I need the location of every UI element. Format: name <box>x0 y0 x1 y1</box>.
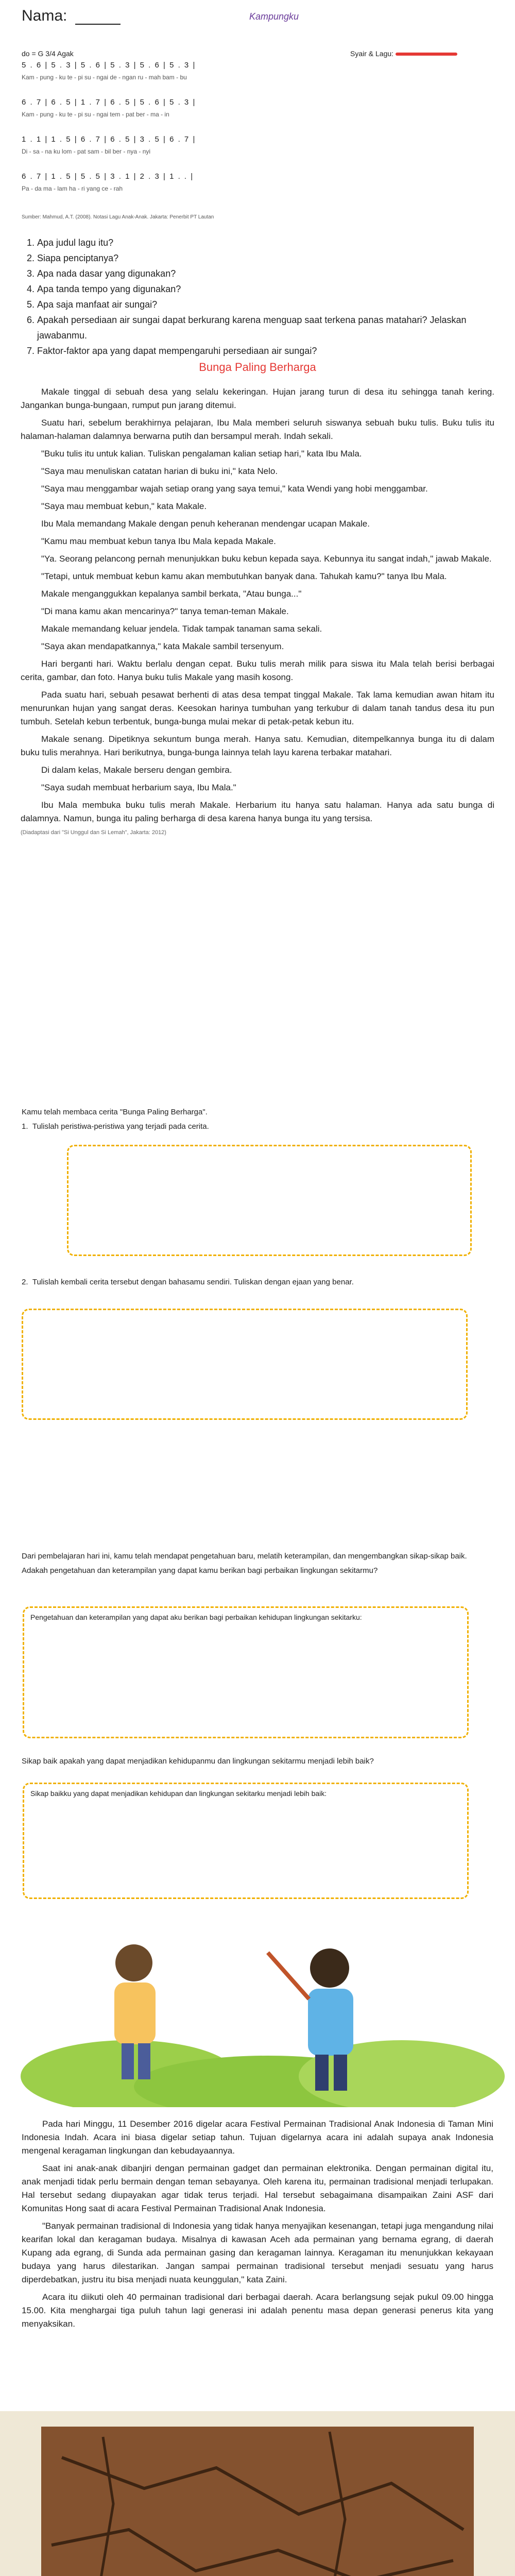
article <box>0 2117 515 2335</box>
reflect-question: Adakah pengetahuan dan keterampilan yang dapat kamu berikan bagi perbaikan lingkungan sekitarmu? <box>22 1566 378 1575</box>
task-q2: 2. Tulislah kembali cerita tersebut dengan bahasamu sendiri. Tuliskan dengan ejaan yang benar. <box>22 1278 354 1286</box>
reflect-section <box>0 1551 515 1906</box>
question-item: 5. Apa saja manfaat air sungai? <box>37 297 490 312</box>
name-label: Nama: <box>22 7 67 24</box>
story-title: Bunga Paling Berharga <box>199 361 316 374</box>
song-meta: do = G 3/4 Agak <box>22 49 74 58</box>
name-field[interactable] <box>75 24 121 25</box>
story-paragraph: "Saya mau menggambar wajah setiap orang yang saya temui," kata Wendi yang hobi menggambar. <box>41 484 428 494</box>
story-paragraph: Pada suatu hari, sebuah pesawat berhenti di atas desa tempat tinggal Makale. Tak lama kemudian awan hitam itu menurunkan hujan yang sangat deras. Keesokan harinya tumbuhan yang terkubur di dalam tanah tandus desa itu pun tumbuh. Setelah kebun terbentuk, bunga-bunga mulai mekar di petak-petak kebun itu. <box>21 690 494 726</box>
story-paragraph: "Saya sudah membuat herbarium saya, Ibu Mala." <box>41 783 236 792</box>
observe-panel <box>0 2411 515 2576</box>
song-row: 5 . 6 | 5 . 3 | 5 . 6 | 5 . 3 | 5 . 6 | 5 . 3 | Kam - pung - ku te - pi su - ngai de - ngan ru - mah bam - bu <box>22 61 196 81</box>
story-paragraph: "Buku tulis itu untuk kalian. Tuliskan pengalaman kalian setiap hari," kata Ibu Mala. <box>41 449 362 459</box>
story-paragraph: Di dalam kelas, Makale berseru dengan gembira. <box>41 765 232 775</box>
children-playing-illustration <box>0 1922 515 2107</box>
question-item: 6. Apakah persediaan air sungai dapat berkurang karena menguap saat terkena panas matahari? Jelaskan jawabanmu. <box>37 312 490 343</box>
story-paragraph: "Saya mau menuliskan catatan harian di buku ini," kata Nelo. <box>41 466 278 476</box>
story-paragraph: Ibu Mala memandang Makale dengan penuh keheranan mendengar ucapan Makale. <box>41 519 370 529</box>
story-paragraph: "Saya mau membuat kebun," kata Makale. <box>41 501 207 511</box>
story-paragraph: Makale memandang keluar jendela. Tidak tampak tanaman sama sekali. <box>41 624 322 634</box>
article-body <box>22 2117 493 2331</box>
question-item: 7. Faktor-faktor apa yang dapat mempengaruhi persediaan air sungai? <box>37 343 490 359</box>
song-row: 1 . 1 | 1 . 5 | 6 . 7 | 6 . 5 | 3 . 5 | 6 . 7 | Di - sa - na ku lom - pat sam - bil ber - nya - nyi <box>22 135 196 155</box>
task-intro: Kamu telah membaca cerita "Bunga Paling Berharga". <box>22 1108 208 1116</box>
story-paragraph: "Kamu mau membuat kebun tanya Ibu Mala kepada Makale. <box>41 536 276 546</box>
story-paragraph: "Saya akan mendapatkannya," kata Makale sambil tersenyum. <box>41 641 284 651</box>
question-item: 3. Apa nada dasar yang digunakan? <box>37 266 490 281</box>
task-q1: 1. Tulislah peristiwa-peristiwa yang terjadi pada cerita. <box>22 1122 209 1131</box>
article-paragraph: "Banyak permainan tradisional di Indonesia yang tidak hanya menyajikan kesenangan, tetapi juga mengandung nilai kearifan lokal dan keragaman budaya. Misalnya di kawasan Aceh ada permainan yang bernama egrang, di daerah Kupang ada egrang, di Sunda ada permainan gasing dan keragaman lainnya. Keragaman itu menunjukkan kekayaan budaya yang harus dilestarikan. Jangan sampai permainan tradisional tersebut menjadi sesuatu yang harus diperdebatkan, justru itu bisa menjadi nuata keunggulan," kata Zaini. <box>22 2221 493 2284</box>
story-paragraph: "Ya. Seorang pelancong pernah menunjukkan buku kebun kepada saya. Kebunnya itu sangat indah," jawab Makale. <box>41 554 492 564</box>
question-item: 1. Apa judul lagu itu? <box>37 235 490 250</box>
story-paragraph: Makale senang. Dipetiknya sekuntum bunga merah. Hanya satu. Kemudian, ditempelkannya bunga itu di dalam buku tulis merahnya. Hari berikutnya, bunga-bunga lainnya telah layu karena terbakar matahari. <box>21 734 494 757</box>
attitude-question: Sikap baik apakah yang dapat menjadikan kehidupanmu dan lingkungan sekitarmu menjadi lebih baik? <box>22 1757 374 1766</box>
song-rows <box>22 61 493 209</box>
task-section <box>0 1108 515 1530</box>
song-source: Sumber: Mahmud, A.T. (2008). Notasi Lagu Anak-Anak. Jakarta: Penerbit PT Lautan <box>22 214 214 220</box>
story <box>0 361 515 836</box>
answer-box-3[interactable]: Pengetahuan dan keterampilan yang dapat aku berikan bagi perbaikan kehidupan lingkungan sekitarku: <box>23 1606 469 1738</box>
article-paragraph: Acara itu diikuti oleh 40 permainan tradisional dari berbagai daerah. Acara berlangsung sejak pukul 09.00 hingga 15.00. Kita menghargai tiga puluh tahun lagi generasi ini adalah penentu masa depan generasi penerus kita yang menyaksikan. <box>22 2292 493 2329</box>
article-paragraph: Pada hari Minggu, 11 Desember 2016 digelar acara Festival Permainan Tradisional Anak Indonesia di Taman Mini Indonesia Indah. Acara ini biasa digelar setiap tahun. Tujuan digelarnya acara ini adalah supaya anak Indonesia mengenal keragaman lingkungan dan kebudayaannya. <box>22 2119 493 2156</box>
song-row: 6 . 7 | 6 . 5 | 1 . 7 | 6 . 5 | 5 . 6 | 5 . 3 | Kam - pung - ku te - pi su - ngai tem - pat ber - ma - in <box>22 98 196 118</box>
reflect-text: Dari pembelajaran hari ini, kamu telah mendapat pengetahuan baru, melatih keterampilan, dan mengembangkan sikap-sikap baik. <box>22 1552 467 1561</box>
story-body <box>21 385 494 836</box>
song-sheet <box>0 49 515 225</box>
story-paragraph: Ibu Mala membuka buku tulis merah Makale. Herbarium itu hanya satu halaman. Hanya ada satu bunga di dalamnya. Namun, bunga itu paling berharga di desa karena hanya bunga itu yang tersisa. <box>21 800 494 823</box>
song-questions <box>0 235 515 356</box>
story-paragraph: Hari berganti hari. Waktu berlalu dengan cepat. Buku tulis merah milik para siswa itu Mala telah berisi berbagai cerita, gambar, dan foto. Hanya buku tulis Makale yang masih kosong. <box>21 659 494 682</box>
song-title: Kampungku <box>249 11 299 22</box>
header <box>0 0 515 31</box>
question-item: 2. Siapa penciptanya? <box>37 250 490 266</box>
article-paragraph: Saat ini anak-anak dibanjiri dengan permainan gadget dan permainan elektronika. Dengan permainan digital itu, anak menjadi tidak perlu bermain dengan teman sebayanya. Oleh karena itu, permainan tradisional menjadi terlupakan. Hal tersebut sedang diupayakan agar tidak terus terjadi. Hal tersebut sebagaimana disampaikan Zaini ASF dari Komunitas Hong saat di acara Festival Permainan Tradisional Anak Indonesia. <box>22 2163 493 2213</box>
answer-box-4[interactable]: Sikap baikku yang dapat menjadikan kehidupan dan lingkungan sekitarku menjadi lebih baik: <box>23 1783 469 1899</box>
story-paragraph: Suatu hari, sebelum berakhirnya pelajaran, Ibu Mala memberi seluruh siswanya sebuah buku tulis. Buku tulis itu halaman-halaman dalamnya berwarna putih dan bersampul merah. Indah sekali. <box>21 418 494 441</box>
story-paragraph: Makale tinggal di sebuah desa yang selalu kekeringan. Hujan jarang turun di desa itu sehingga tanah kering. Jangankan bunga-bungaan, rumput pun jarang ditemui. <box>21 387 494 410</box>
composer-redaction <box>396 53 457 56</box>
children-illustration <box>0 1922 515 2107</box>
answer-box-2[interactable] <box>22 1309 468 1420</box>
story-source: (Diadaptasi dari "Si Unggul dan Si Lemah", Jakarta: 2012) <box>21 829 166 836</box>
story-paragraph: "Tetapi, untuk membuat kebun kamu akan membutuhkan banyak dana. Tahukah kamu?" tanya Ibu Mala. <box>41 571 447 581</box>
question-item: 4. Apa tanda tempo yang digunakan? <box>37 281 490 297</box>
song-row: 6 . 7 | 1 . 5 | 5 . 5 | 3 . 1 | 2 . 3 | 1 . . | Pa - da ma - lam ha - ri yang ce - rah <box>22 172 194 192</box>
story-paragraph: Makale menganggukkan kepalanya sambil berkata, "Atau bunga..." <box>41 589 302 599</box>
story-paragraph: "Di mana kamu akan mencarinya?" tanya teman-teman Makale. <box>41 606 289 616</box>
dry-land-photo <box>41 2427 474 2576</box>
song-composer: Syair & Lagu: <box>350 49 457 58</box>
answer-box-1[interactable] <box>67 1145 472 1256</box>
